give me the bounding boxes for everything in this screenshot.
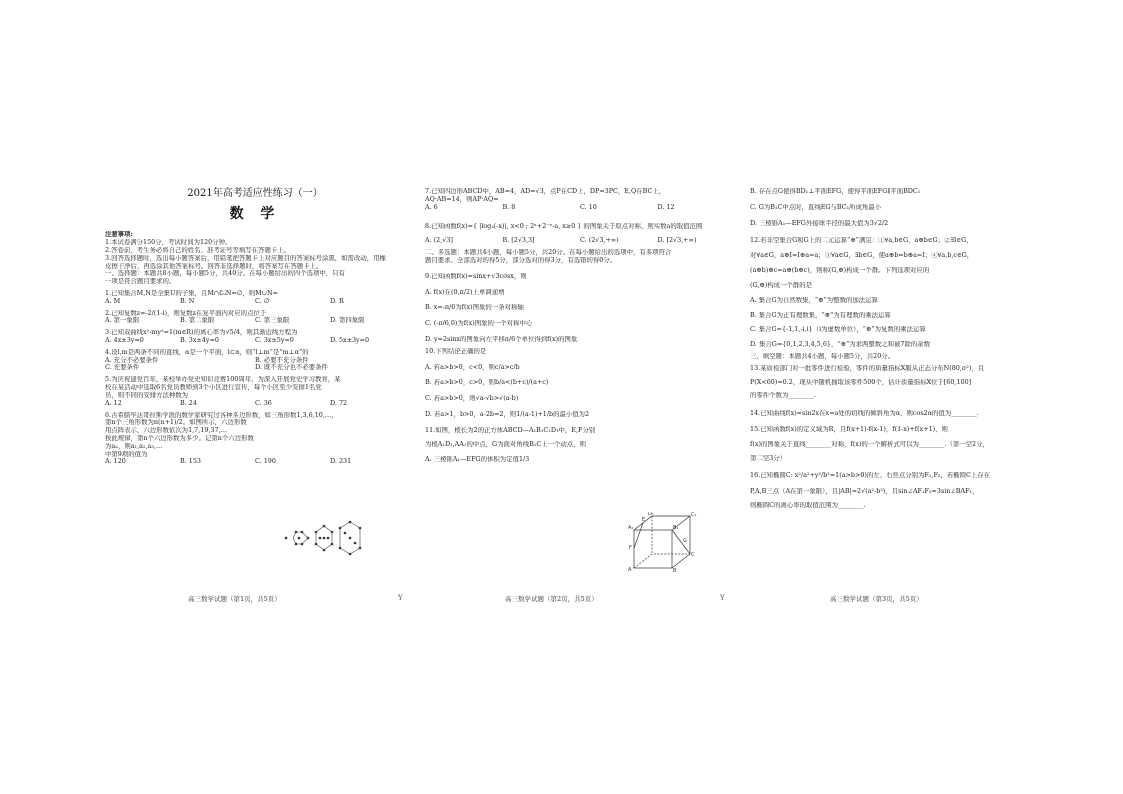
question-5: 5.为庆祝建党百年，某校举办党史知识竞赛100周年，为深入开展党史学习教育，某 bbox=[105, 376, 341, 384]
option: A. 集合G为自然数集，“⊕”为整数的加法运算 bbox=[750, 296, 878, 304]
notice-line: 2.答卷前，考生务必将自己的姓名、准考证号等填写在答题卡上。 bbox=[105, 246, 291, 254]
question-12-line: 对∀a∈G，a⊕I=I⊕a=a；③∀a∈G，∃b∈G，使a⊕b=b⊕a=I；④∀a,b,c∈G， bbox=[750, 252, 974, 260]
question-13-line: 的零件个数为________. bbox=[750, 392, 816, 400]
subject-heading: 数 学 bbox=[229, 206, 281, 223]
option: C. 3x±5y=0 bbox=[255, 336, 294, 345]
option: A. 4x±3y=0 bbox=[105, 336, 144, 345]
question-13-line: P(X<60)=0.2，现从中随机抽取该零件500个，估计质量指标X位于[60,100] bbox=[750, 378, 972, 386]
exam-sheet bbox=[100, 180, 1040, 610]
question-11-option: D. 三棱锥A₁—EFG外接球半径的最大值为3√2/2 bbox=[750, 219, 889, 227]
page-footer-1: 高三数学试题（第1页，共5页） bbox=[188, 595, 281, 603]
option: B. 153 bbox=[180, 457, 201, 466]
question-6-line: 按此规律，第n个六边形数为多少。记第n个六边形数 bbox=[105, 434, 254, 442]
option: B. 集合G为正有理数集，“⊕”为有理数的乘法运算 bbox=[750, 311, 891, 319]
notice-line: 1.本试卷满分150分，考试时间为120分钟。 bbox=[105, 239, 232, 247]
svg-text:B: B bbox=[673, 568, 677, 572]
option: C. 若a>b>0，则√a-√b>√(a-b) bbox=[425, 395, 519, 403]
page-column-3 bbox=[750, 180, 1040, 510]
option: A. 充分不必要条件 bbox=[105, 355, 159, 364]
question-12-line: (G,⊕)构成一个群的是 bbox=[750, 281, 812, 289]
question-14: 14.已知曲线f(x)=sin2x在x=a处的切线的倾斜角为α，则cos2α的值为________. bbox=[750, 410, 979, 418]
question-2: 2.已知复数z=-2/(1-i)，则复数z在复平面内对应的点位于 bbox=[105, 309, 267, 317]
question-12: 12.若非空集合G和G上的二元运算“⊕”满足：①∀a,b∈G，a⊕b∈G；②∃I∈G， bbox=[750, 237, 973, 245]
question-5-line: 校在某活动中选取6名党员教师到3个小区进行宣传，每个小区至少安排1名党 bbox=[105, 384, 322, 392]
option: B. 第二象限 bbox=[180, 316, 215, 325]
question-15: 15.已知函数f(x)的定义域为R，且f(x+1)-f(x-1)，f(1-x)+f(x+1)，则 bbox=[750, 426, 948, 433]
question-6: 6.古希腊毕达哥拉斯学派的数学家研究过各种多边形数，如三角形数1,3,6,10,…， bbox=[105, 411, 338, 419]
option: D. R bbox=[330, 296, 344, 305]
question-9: 9.已知函数f(x)=sinx+√3cosx，则 bbox=[425, 272, 527, 280]
option: A. 第一象限 bbox=[105, 316, 140, 325]
option: D. 若a>1，b>0，a-2b=2，则1/(a-1)+1/b的最小值为2 bbox=[425, 411, 590, 418]
question-7-line: AQ·AB=14，则AP·AQ= bbox=[425, 195, 499, 203]
page-mark-1: Y bbox=[398, 594, 403, 602]
question-16-line: 则椭圆C的离心率的取值范围为________. bbox=[750, 502, 866, 510]
option: A. 6 bbox=[425, 202, 438, 211]
question-4-options-2 bbox=[105, 364, 405, 372]
svg-text:C₁: C₁ bbox=[691, 512, 697, 518]
question-6-line: 第n个三角形数为n(n+1)/2。如图所示，六边形数 bbox=[105, 419, 247, 427]
section-heading: 一项是符合题目要求的。 bbox=[105, 278, 176, 286]
option: C. (-π/6,0)为f(x)图象的一个对称中心 bbox=[425, 320, 533, 328]
option: C. 10 bbox=[580, 202, 597, 211]
hexagonal-numbers-figure bbox=[280, 518, 370, 558]
question-11-option: C. G为B₁C中点时，直线EG与BC₁所成角最小 bbox=[750, 203, 882, 211]
option: D. 5x±3y=0 bbox=[330, 336, 370, 345]
option: B. 若a>b>0，c>0，则b/a<(b+c)/(a+c) bbox=[425, 379, 549, 387]
option: B. 8 bbox=[502, 202, 516, 211]
question-3: 3.已知双曲线x²-my²=1(m∈R)的离心率为√5/4，则其渐近线方程为 bbox=[105, 329, 298, 337]
question-16: 16.已知椭圆C: x²/a²+y²/b²=1(a>b>0)的左、右焦点分别为F₁,F₂，若椭圆C上存在 bbox=[750, 472, 991, 480]
question-4: 4.设l,m是两条不同的直线，α是一个平面，l⊂α，则“l⊥m”是“m⊥α”的 bbox=[105, 348, 309, 356]
option: C. 190 bbox=[255, 457, 276, 466]
question-5-line: 员，则不同的安排方法种数为 bbox=[105, 391, 189, 399]
question-6-line: 用点阵表示，六边形数依次为1,7,19,37,… bbox=[105, 427, 227, 435]
option: D. 72 bbox=[330, 398, 348, 407]
svg-text:B₁: B₁ bbox=[673, 525, 679, 531]
option: A. 若a>b>0，c<0，则c/a>c/b bbox=[425, 363, 520, 371]
svg-text:G: G bbox=[683, 538, 687, 544]
option: D. 231 bbox=[330, 457, 352, 466]
option: A. 120 bbox=[105, 457, 126, 466]
svg-text:D₁: D₁ bbox=[648, 512, 654, 517]
question-15-line: f(x)的图象关于直线________对称，f(x)的一个解析式可以为________.（第一空2分， bbox=[750, 440, 989, 448]
question-12-line: (a⊕b)⊕c=a⊕(b⊕c)，则称(G,⊕)构成一个群。下列选项对应的 bbox=[750, 267, 930, 275]
question-11-option: B. 存在点G使得BD₁⊥平面EFG，使得平面EFG∥平面BDC₁ bbox=[750, 188, 921, 195]
svg-text:F: F bbox=[629, 545, 632, 551]
question-1-options bbox=[105, 298, 405, 306]
option: B. [2√3,3] bbox=[502, 236, 535, 245]
option: B. N bbox=[180, 296, 195, 305]
option: D. 既不充分也不必要条件 bbox=[255, 363, 328, 372]
section-heading: 三、填空题：本题共4小题，每小题5分，共20分。 bbox=[750, 352, 895, 360]
question-5-options bbox=[105, 400, 405, 408]
question-7-options bbox=[425, 204, 735, 212]
option: D. 12 bbox=[657, 202, 675, 211]
page-footer-2: 高三数学试题（第2页，共5页） bbox=[505, 595, 598, 603]
question-11-line: 为棱A₁D₁,AA₁的中点，G为面对角线B₁C上一个动点，则 bbox=[425, 440, 586, 448]
option: A. 三棱锥A₁—EFG的体积为定值1/3 bbox=[425, 456, 530, 464]
option: A. 12 bbox=[105, 398, 122, 407]
option: D. [2√3,+∞) bbox=[657, 236, 697, 245]
page-mark-2: Y bbox=[720, 594, 725, 602]
option: D. 集合G={0,1,2,3,4,5,6}，“⊕”为求两整数之和被7除的余数 bbox=[750, 341, 931, 349]
question-8: 8.已知函数f(x)={ |log₂(-x)|, x<0 ; 2ˣ+2⁻ˣ-a, x≥0 } 的图象关于原点对称，则实数a的取值范围 bbox=[425, 223, 703, 231]
page-column-2 bbox=[425, 180, 735, 464]
option: B. 3x±4y=0 bbox=[180, 336, 219, 345]
question-16-line: P,A,B三点（A在第一象限），且|AB|=2√(a²-b²)，且sin∠AF₁F₂=3sin∠BAF₁， bbox=[750, 488, 979, 496]
option: A. M bbox=[105, 296, 121, 305]
question-15-line: 第二空3分） bbox=[750, 454, 787, 462]
svg-text:E: E bbox=[642, 517, 646, 523]
question-6-options bbox=[105, 458, 405, 466]
question-6-line: 中第9项的值为 bbox=[105, 450, 148, 458]
option: B. 必要不充分条件 bbox=[255, 355, 309, 364]
question-6-line: 为aₙ，则a₁,a₂,a₃,… bbox=[105, 442, 163, 450]
page-footer-3: 高三数学试题（第3页，共5页） bbox=[830, 595, 923, 603]
option: B. x=-π/6为f(x)图象的一条对称轴 bbox=[425, 304, 524, 312]
option: C. ∅ bbox=[255, 296, 270, 305]
notice-line: 皮擦干净后，再选涂其他答案标号。回答非选择题时，将答案写在答题卡上。 bbox=[105, 262, 323, 270]
option: C. 36 bbox=[255, 398, 272, 407]
question-3-options bbox=[105, 337, 405, 345]
option: B. 24 bbox=[180, 398, 197, 407]
question-8-options bbox=[425, 237, 735, 245]
cube-figure bbox=[628, 512, 698, 572]
svg-text:A₁: A₁ bbox=[628, 525, 634, 531]
option: C. 充要条件 bbox=[105, 363, 140, 372]
option: D. y=2sinx的图象向左平移π/6个单位得到f(x)的图象 bbox=[425, 335, 578, 343]
section-heading: 二、多选题：本题共4小题，每小题5分，共20分。在每小题给出的选项中，有多项符合 bbox=[425, 249, 672, 257]
question-1: 1.已知集合M,N是全集U的子集，且M∩∁ᵤN=∅，则M∪N= bbox=[105, 289, 278, 297]
option: C. (2√3,+∞) bbox=[580, 236, 619, 245]
question-10: 10.下列结论正确的是 bbox=[425, 347, 487, 355]
page-column-1 bbox=[105, 180, 405, 466]
notice-line: 3.回答选择题时，选出每小题答案后，用铅笔把答题卡上对应题目的答案标号涂黑，如需改动，用橡 bbox=[105, 254, 386, 262]
question-13: 13.某质检部门对一批零件进行检验，零件的质量指标X服从正态分布N(80,σ²)，且 bbox=[750, 364, 985, 372]
notice-heading: 注意事项: bbox=[105, 231, 133, 239]
question-7: 7.已知四边形ABCD中，AB=4，AD=√3，点P在CD上，DP=3PC，E,Q在BC上， bbox=[425, 188, 666, 195]
option: A. f(x)在(0,π/2)上单调递增 bbox=[425, 288, 505, 296]
section-heading: 题目要求。全部选对的得5分，部分选对的得3分，有选错的得0分。 bbox=[425, 256, 617, 264]
svg-text:C: C bbox=[691, 552, 695, 558]
section-heading: 一、选择题：本题共8小题，每小题5分，共40分。在每小题给出的四个选项中，只有 bbox=[105, 270, 345, 278]
option: C. 集合G={-1,1,-i,i}（i为虚数单位），“⊕”为复数的乘法运算 bbox=[750, 326, 926, 334]
svg-text:A: A bbox=[628, 567, 632, 572]
question-2-options bbox=[105, 317, 405, 325]
option: D. 第四象限 bbox=[330, 316, 365, 325]
option: A. (2,√3] bbox=[425, 236, 453, 245]
option: C. 第三象限 bbox=[255, 316, 290, 325]
exam-title: 2021年高考适应性练习（一） bbox=[187, 188, 323, 199]
question-11: 11.如图，棱长为2的正方体ABCD—A₁B₁C₁D₁中，E,F分别 bbox=[425, 426, 596, 434]
